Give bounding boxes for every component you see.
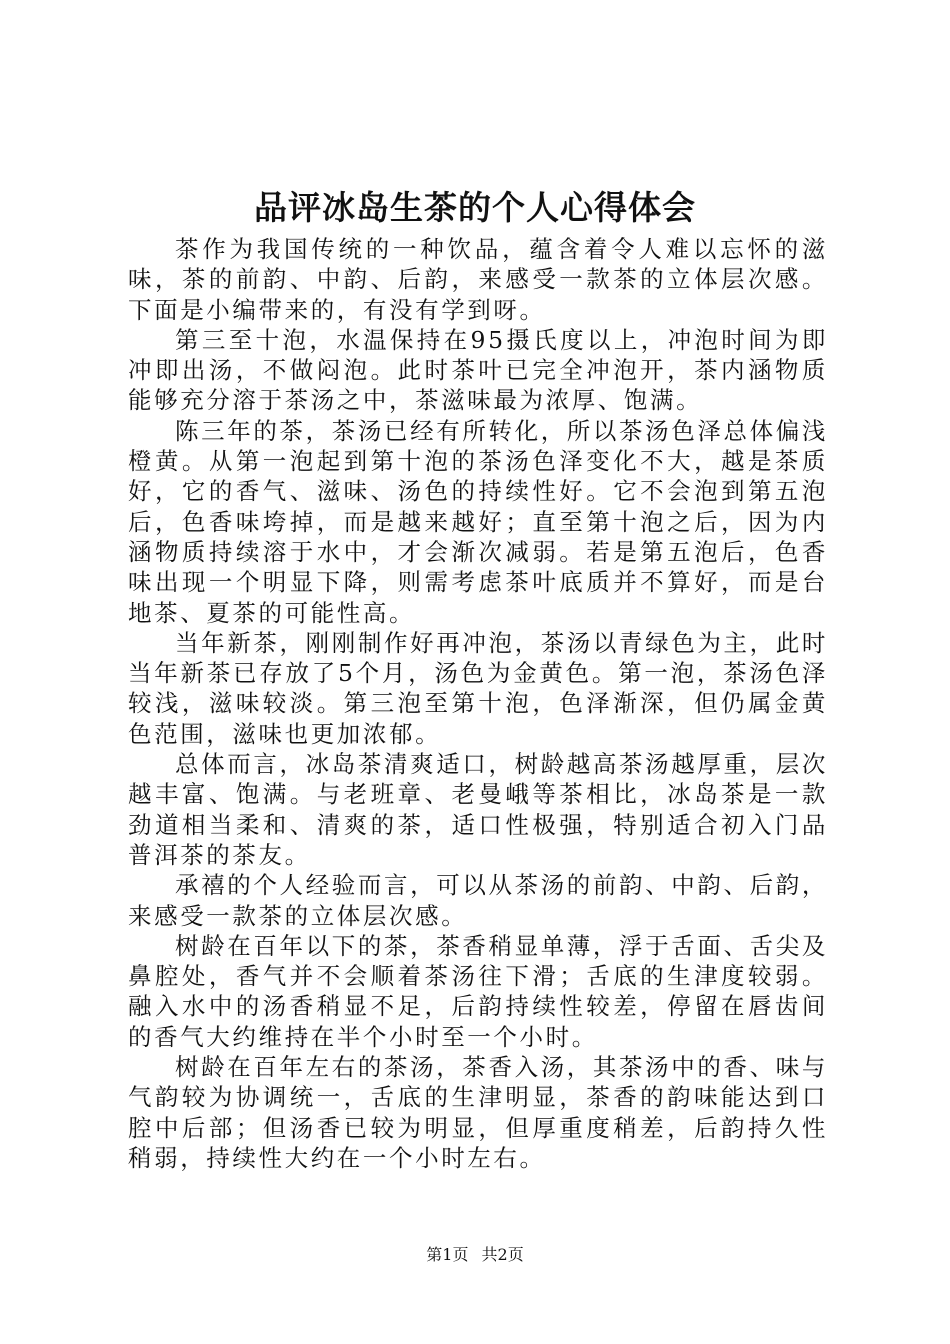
paragraph-4: 当年新茶，刚刚制作好再冲泡，茶汤以青绿色为主，此时当年新茶已存放了5个月，汤色为金黄色。第一泡，茶汤色泽较浅，滋味较淡。第三泡至第十泡，色泽渐深，但仍属金黄色范围，滋味也更加浓郁。	[128, 628, 828, 748]
page-total: 共2页	[481, 1245, 524, 1264]
paragraph-1: 茶作为我国传统的一种饮品，蕴含着令人难以忘怀的滋味，茶的前韵、中韵、后韵，来感受一款茶的立体层次感。下面是小编带来的，有没有学到呀。	[128, 235, 828, 324]
paragraph-6: 承禧的个人经验而言，可以从茶汤的前韵、中韵、后韵，来感受一款茶的立体层次感。	[128, 871, 828, 930]
document-body	[128, 234, 828, 1173]
paragraph-8: 树龄在百年左右的茶汤，茶香入汤，其茶汤中的香、味与气韵较为协调统一，舌底的生津明显，茶香的韵味能达到口腔中后部；但汤香已较为明显，但厚重度稍差，后韵持久性稍弱，持续性大约在一个小时左右。	[128, 1053, 828, 1172]
paragraph-5: 总体而言，冰岛茶清爽适口，树龄越高茶汤越厚重，层次越丰富、饱满。与老班章、老曼峨等茶相比，冰岛茶是一款劲道相当柔和、清爽的茶，适口性极强，特别适合初入门品普洱茶的茶友。	[128, 750, 828, 869]
paragraph-2: 第三至十泡，水温保持在95摄氏度以上，冲泡时间为即冲即出汤，不做闷泡。此时茶叶已完全冲泡开，茶内涵物质能够充分溶于茶汤之中，茶滋味最为浓厚、饱满。	[128, 325, 828, 415]
paragraph-7: 树龄在百年以下的茶，茶香稍显单薄，浮于舌面、舌尖及鼻腔处，香气并不会顺着茶汤往下滑；舌底的生津度较弱。融入水中的汤香稍显不足，后韵持续性较差，停留在唇齿间的香气大约维持在半个小时至一个小时。	[128, 931, 828, 1051]
page-footer	[0, 1243, 950, 1267]
page-number: 第1页	[426, 1245, 469, 1264]
document-title: 品评冰岛生茶的个人心得体会	[254, 188, 696, 227]
paragraph-3: 陈三年的茶，茶汤已经有所转化，所以茶汤色泽总体偏浅橙黄。从第一泡起到第十泡的茶汤色泽变化不大，越是茶质好，它的香气、滋味、汤色的持续性好。它不会泡到第五泡后，色香味垮掉，而是越来越好；直至第十泡之后，因为内涵物质持续溶于水中，才会渐次减弱。若是第五泡后，色香味出现一个明显下降，则需考虑茶叶底质并不算好，而是台地茶、夏茶的可能性高。	[128, 416, 828, 627]
